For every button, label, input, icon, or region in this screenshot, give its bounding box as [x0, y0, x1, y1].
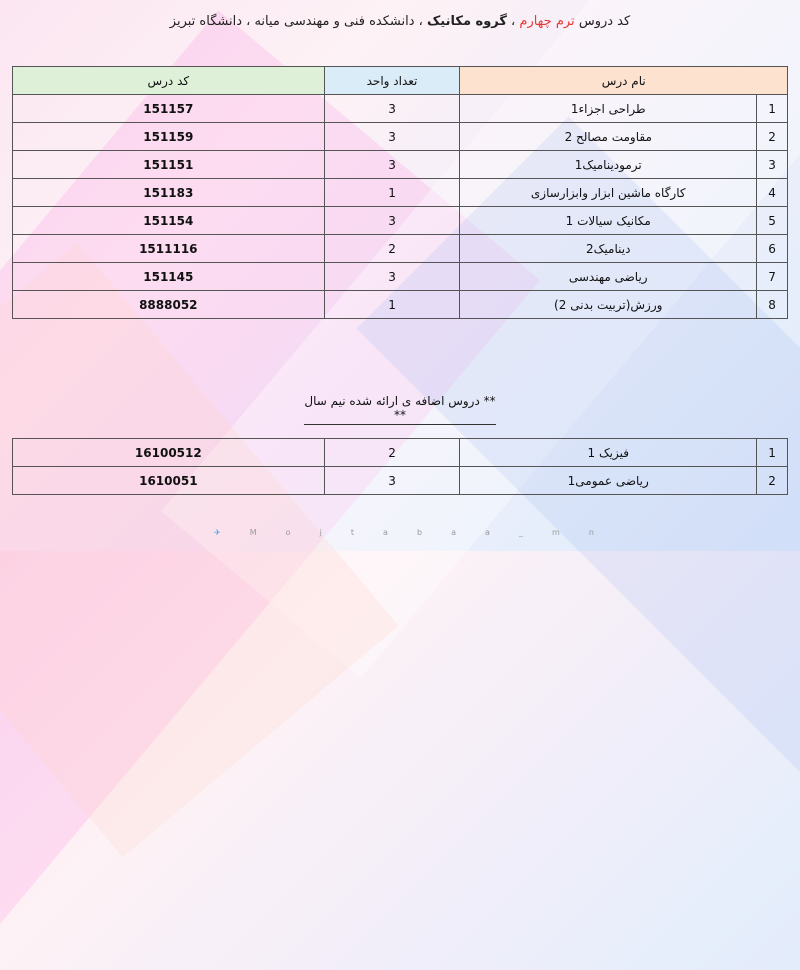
table-row	[13, 151, 788, 179]
row-number: 3	[757, 151, 788, 179]
row-number: 4	[757, 179, 788, 207]
course-code: 151151	[13, 151, 325, 179]
courses-table	[12, 66, 788, 319]
row-number: 6	[757, 235, 788, 263]
course-name: فیزیک 1	[460, 439, 757, 467]
course-code: 151145	[13, 263, 325, 291]
course-name: طراحی اجزاء1	[460, 95, 757, 123]
course-code: 1610051	[13, 467, 325, 495]
course-code: 151159	[13, 123, 325, 151]
table-row	[13, 439, 788, 467]
course-code: 151154	[13, 207, 325, 235]
footer-letter: t	[350, 528, 355, 537]
course-code: 151183	[13, 179, 325, 207]
footer-letter: m	[552, 528, 560, 537]
course-code: 8888052	[13, 291, 325, 319]
background-band	[0, 243, 399, 857]
footer-letter: _	[518, 528, 523, 537]
table-row	[13, 263, 788, 291]
header-units: تعداد واحد	[324, 67, 460, 95]
extra-courses-note: ** دروس اضافه ی ارائه شده نیم سال **	[304, 394, 496, 425]
course-units: 3	[324, 263, 460, 291]
footer-letter: o	[285, 528, 291, 537]
course-units: 3	[324, 151, 460, 179]
course-units: 1	[324, 291, 460, 319]
table-row	[13, 207, 788, 235]
page-title	[0, 14, 800, 29]
course-units: 3	[324, 123, 460, 151]
footer-letter: b	[416, 528, 423, 537]
row-number: 7	[757, 263, 788, 291]
course-name: ترمودینامیک1	[460, 151, 757, 179]
course-name: ورزش(تربیت بدنی 2)	[460, 291, 757, 319]
course-units: 3	[324, 207, 460, 235]
table-row	[13, 291, 788, 319]
title-separator: ،	[506, 14, 520, 29]
footer-letter: M	[249, 528, 257, 537]
header-course-code: کد درس	[13, 67, 325, 95]
row-number: 5	[757, 207, 788, 235]
row-number: 1	[757, 439, 788, 467]
extra-courses-table	[12, 438, 788, 495]
footer-watermark	[214, 528, 594, 537]
course-name: مکانیک سیالات 1	[460, 207, 757, 235]
course-units: 2	[324, 235, 460, 263]
table-row	[13, 95, 788, 123]
header-course-name: نام درس	[460, 67, 788, 95]
table-row	[13, 235, 788, 263]
course-code: 151157	[13, 95, 325, 123]
course-units: 3	[324, 95, 460, 123]
telegram-icon: ✈	[214, 528, 221, 537]
row-number: 8	[757, 291, 788, 319]
title-rest: ، دانشکده فنی و مهندسی میانه ، دانشگاه تبریز	[169, 14, 427, 29]
course-code: 1511116	[13, 235, 325, 263]
row-number: 1	[757, 95, 788, 123]
course-units: 2	[324, 439, 460, 467]
table-row	[13, 123, 788, 151]
course-name: دینامیک2	[460, 235, 757, 263]
footer-letter: j	[319, 528, 322, 537]
course-code: 16100512	[13, 439, 325, 467]
row-number: 2	[757, 123, 788, 151]
course-name: ریاضی عمومی1	[460, 467, 757, 495]
title-prefix: کد دروس	[578, 14, 631, 29]
table-row	[13, 467, 788, 495]
table-header-row	[13, 67, 788, 95]
footer-letter: n	[588, 528, 594, 537]
title-term: ترم چهارم	[519, 14, 575, 29]
course-name: کارگاه ماشین ابزار وابزارسازی	[460, 179, 757, 207]
title-group: گروه مکانیک	[427, 14, 507, 29]
course-name: ریاضی مهندسی	[460, 263, 757, 291]
footer-letter: a	[451, 528, 456, 537]
footer-letter: a	[383, 528, 388, 537]
footer-letter: a	[485, 528, 490, 537]
course-name: مقاومت مصالح 2	[460, 123, 757, 151]
table-row	[13, 179, 788, 207]
course-units: 3	[324, 467, 460, 495]
course-units: 1	[324, 179, 460, 207]
row-number: 2	[757, 467, 788, 495]
